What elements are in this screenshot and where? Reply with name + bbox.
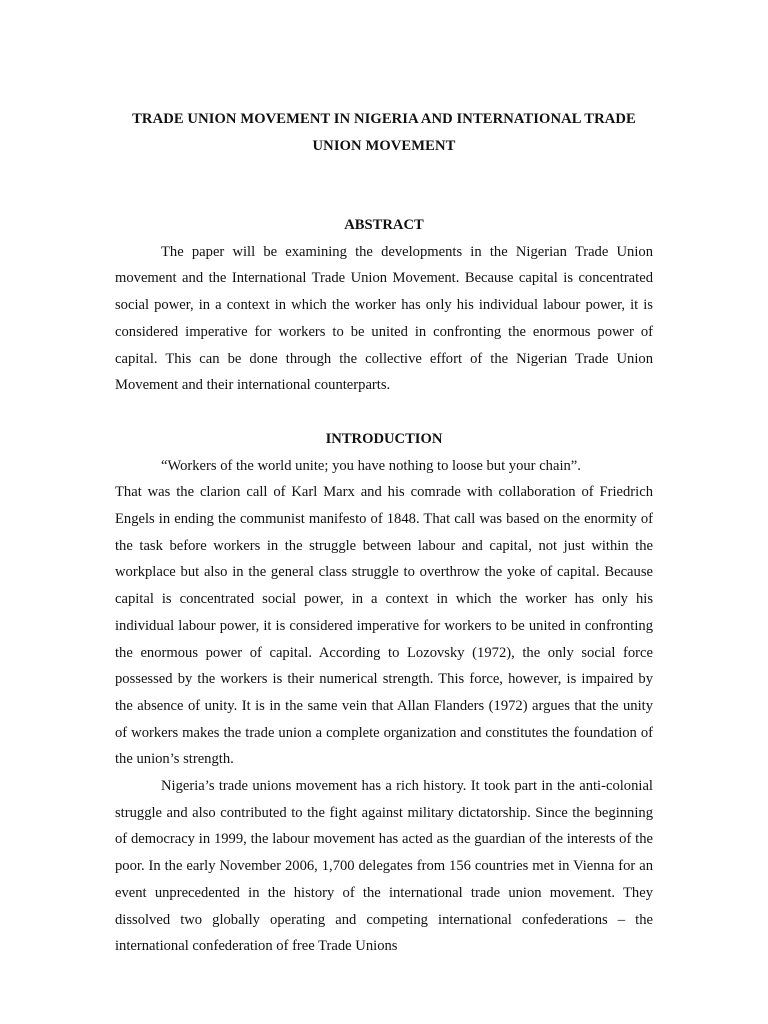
abstract-paragraph: The paper will be examining the developments in the Nigerian Trade Union movement and the International Trade Union Movement. Because capital is concentrated social power, in a context in which the worker has only his individual labour power, it is considered imperative for workers to be united in confronting the enormous power of capital. This can be done through the collective effort of the Nigerian Trade Union Movement and their international counterparts. [115,243,653,394]
document-body [115,106,653,960]
introduction-heading: INTRODUCTION [325,430,443,447]
introduction-paragraph-1: That was the clarion call of Karl Marx and his comrade with collaboration of Friedrich Engels in ending the communist manifesto of 1848. That call was based on the enormity of the task before workers in the struggle between labour and capital, not just within the workplace but also in the general class struggle to overthrow the yoke of capital. Because capital is concentrated social power, in a context in which the worker has only his individual labour power, it is considered imperative for workers to be united in confronting the enormous power of capital. According to Lozovsky (1972), the only social force possessed by the workers is their numerical strength. This force, however, is impaired by the absence of unity. It is in the same vein that Allan Flanders (1972) argues that the unity of workers makes the trade union a complete organization and constitutes the foundation of the union’s strength. [115,484,653,768]
document-title: TRADE UNION MOVEMENT IN NIGERIA AND INTERNATIONAL TRADE UNION MOVEMENT [132,111,636,154]
abstract-heading: ABSTRACT [344,217,424,233]
introduction-paragraph-2: Nigeria’s trade unions movement has a rich history. It took part in the anti-colonial struggle and also contributed to the fight against military dictatorship. Since the beginning of democracy in 1999, the labour movement has acted as the guardian of the interests of the poor. In the early November 2006, 1,700 delegates from 156 countries met in Vienna for an event unprecedented in the history of the international trade union movement. They dissolved two globally operating and competing international confederations – the international confederation of free Trade Unions [115,778,653,955]
marx-quote: “Workers of the world unite; you have nothing to loose but your chain”. [161,457,581,474]
